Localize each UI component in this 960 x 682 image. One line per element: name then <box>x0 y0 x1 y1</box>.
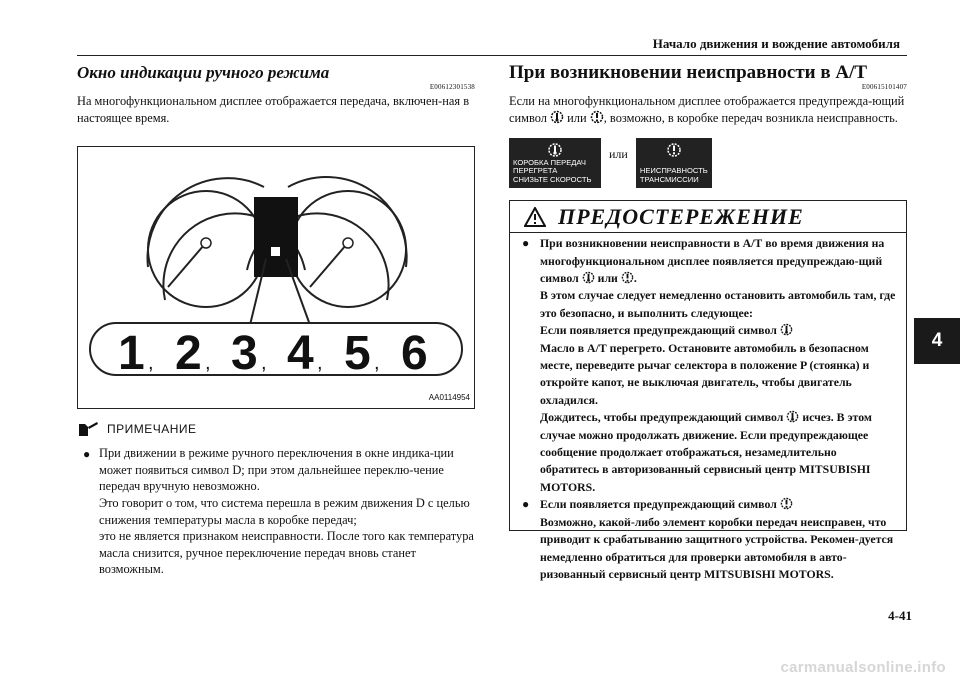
gear-exclamation-icon <box>666 142 682 158</box>
display-overheat <box>509 138 601 188</box>
gear-exclamation-icon <box>780 497 793 510</box>
display-fault-text: НЕИСПРАВНОСТЬ ТРАНСМИССИИ <box>639 166 708 184</box>
note-header <box>77 419 475 439</box>
gear-separator: , <box>148 352 154 375</box>
figure-code: AA0114954 <box>428 393 470 403</box>
watermark: carmanualsonline.info <box>780 659 946 676</box>
instrument-cluster-illustration <box>78 147 474 408</box>
section-title-at-malfunction: При возникновении неисправности в А/Т <box>509 62 868 83</box>
note-body <box>77 445 475 578</box>
bullet: ● <box>522 497 530 512</box>
or-label: или <box>609 147 628 162</box>
right-column <box>509 62 907 581</box>
section-title-manual-mode: Окно индикации ручного режима <box>77 63 330 82</box>
gear-thermometer-icon <box>582 271 595 284</box>
running-head: Начало движения и вождение автомобиля <box>652 36 900 51</box>
gear-3: 3 <box>231 327 258 381</box>
display-examples <box>509 138 907 188</box>
intro-text-2: , возможно, в коробке передач возникла неисправность. <box>603 110 898 125</box>
top-rule <box>77 55 907 56</box>
warning-header <box>510 201 906 233</box>
warning-item: ● Если появляется предупреждающий символ Возможно, какой-либо элемент коробки передач неисправен, что приводит к срабатыванию защитного устройства. Рекомен-дуется немедленно обратиться для проверки автомобиля в авто-ризованный сервисный центр MITSUBISHI MOTORS. <box>522 497 894 581</box>
page-number: 4-41 <box>888 608 912 623</box>
gear-thermometer-icon <box>786 410 799 423</box>
warning-box <box>509 200 907 581</box>
chapter-tab: 4 <box>914 318 960 364</box>
bullet: ● <box>83 447 91 462</box>
intro-or: или <box>567 110 587 125</box>
gear-exclamation-icon <box>621 271 634 284</box>
warning-item: ● При возникновении неисправности в А/Т во время движения на многофункциональном дисплее появляется предупреждаю-щий символ или . В этом случае следует немедленно остановить автомобиль там, где это безопасно, и выполнить следующее: Если появляется предупреждающий символ Масло в А/Т перегрето. Остановите автомобиль в безопасном месте, переведите рычаг селектора в положение P (стоянка) и откройте капот, не выключая двигатель, чтобы двигатель охладился. Дождитесь, чтобы предупреждающий символ исчез. В этом случае можно продолжать движение. Если предупреждающее сообщение продолжает отображаться, незамедлительно обратитесь в авторизованный сервисный центр MITSUBISHI MOTORS. <box>522 236 896 494</box>
intro-paragraph <box>509 93 907 126</box>
display-fault <box>636 138 712 188</box>
left-column <box>77 62 475 578</box>
gear-separator: , <box>205 352 211 375</box>
gear-exclamation-icon <box>590 110 604 124</box>
gear-thermometer-icon <box>550 110 564 124</box>
note-label: ПРИМЕЧАНИЕ <box>107 422 197 437</box>
gear-4: 4 <box>287 327 314 381</box>
warning-body <box>510 233 906 583</box>
bullet: ● <box>522 236 530 251</box>
intro-paragraph: На многофункциональном дисплее отображается передача, включен-ная в настоящее время. <box>77 94 470 125</box>
intro-text-1: Если на многофункциональном дисплее отображается предупрежда-ющий символ <box>509 94 905 125</box>
gear-1: 1 <box>118 327 145 381</box>
section-code: E00612301538 <box>429 83 475 91</box>
gear-5: 5 <box>344 327 371 381</box>
gear-6: 6 <box>401 327 428 381</box>
gear-separator: , <box>261 352 267 375</box>
gear-separator: , <box>317 352 323 375</box>
display-overheat-text: КОРОБКА ПЕРЕДАЧ ПЕРЕГРЕТА СНИЗЬТЕ СКОРОСТЬ <box>513 157 592 184</box>
warning-title: ПРЕДОСТЕРЕЖЕНИЕ <box>558 203 804 229</box>
gear-2: 2 <box>175 327 202 381</box>
figure-instrument-cluster <box>77 146 475 409</box>
gear-separator: , <box>374 352 380 375</box>
gear-thermometer-icon <box>780 323 793 336</box>
pencil-note-icon <box>77 420 99 438</box>
gear-thermometer-icon <box>547 142 563 158</box>
section-code: E00615101407 <box>861 83 907 91</box>
warning-triangle-icon <box>524 207 546 227</box>
note-text: При движении в режиме ручного переключения в окне индика-ции может появиться символ D; при этом дальнейшее переклю-чение передач вручную невозможно. Это говорит о том, что система перешла в режим движения D с целью снижения температуры масла в коробке передач; это не является признаком неисправности. После того как температура масла снизится, ручное переключение передач вновь станет возможным. <box>99 446 474 577</box>
